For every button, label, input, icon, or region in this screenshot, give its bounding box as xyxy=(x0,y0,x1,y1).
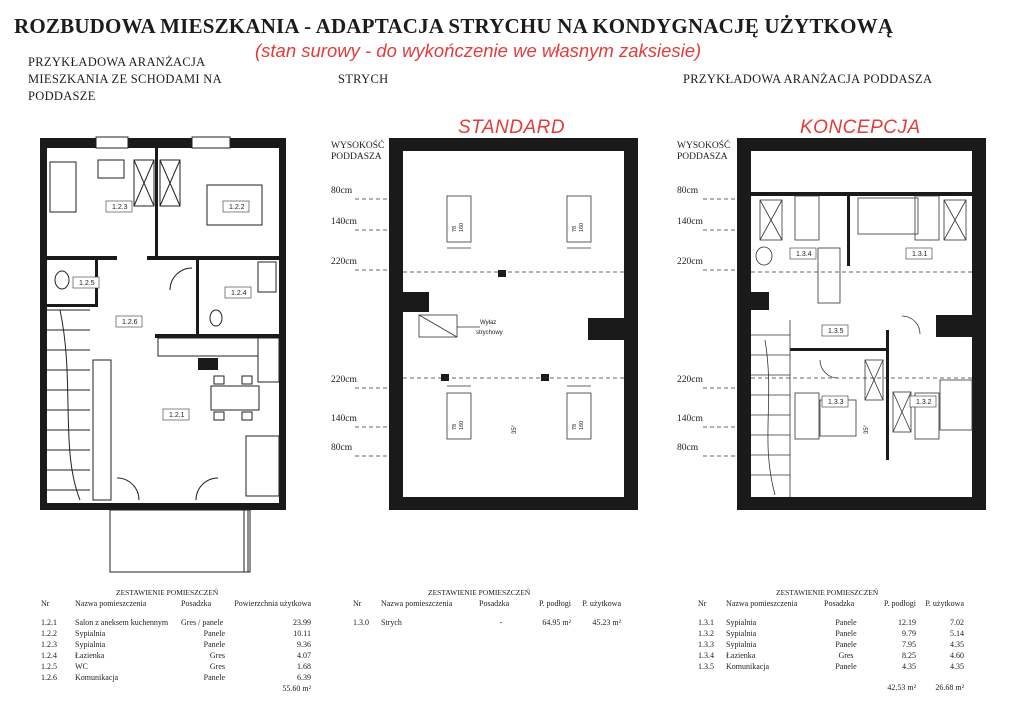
table-cell: 1.2.4 xyxy=(41,651,57,660)
table-right-header: P. użytkowa xyxy=(925,599,964,608)
table-cell: 64.95 m² xyxy=(542,618,571,627)
table-cell: 23.99 xyxy=(293,618,311,627)
table-cell: Panele xyxy=(835,618,857,627)
table-row xyxy=(695,661,967,672)
table-total-row xyxy=(695,682,967,693)
table-right-total-usable: 26.68 m² xyxy=(935,683,964,692)
roof-window-size-3b: 160 xyxy=(459,420,465,430)
table-cell: Gres xyxy=(209,651,225,660)
table-cell: 9.36 xyxy=(297,640,311,649)
table-cell: 4.60 xyxy=(950,651,964,660)
table-row xyxy=(695,650,967,661)
table-right-header: Nazwa pomieszczenia xyxy=(726,599,798,608)
height-title-right-2: PODDASZA xyxy=(677,152,728,162)
table-row xyxy=(38,639,314,650)
room-label-1-2-1: 1.2.1 xyxy=(169,412,185,419)
table-cell: 1.2.1 xyxy=(41,618,57,627)
height-title-right-1: WYSOKOŚĆ xyxy=(677,141,731,151)
room-label-1-3-2: 1.3.2 xyxy=(916,399,932,406)
left-caption-line1: PRZYKŁADOWA ARANŻACJA xyxy=(28,55,206,69)
table-cell: Panele xyxy=(203,673,225,682)
table-cell: 4.35 xyxy=(950,662,964,671)
table-cell: 45.23 m² xyxy=(592,618,621,627)
table-row xyxy=(695,617,967,628)
table-cell: Panele xyxy=(835,640,857,649)
table-middle-title: ZESTAWIENIE POMIESZCZEŃ xyxy=(428,588,531,597)
table-cell: Panele xyxy=(203,629,225,638)
table-cell: - xyxy=(499,618,503,627)
table-left-header: Posadzka xyxy=(181,599,212,608)
table-left-header: Nr xyxy=(41,599,50,608)
table-total-row xyxy=(38,683,314,694)
height-220-bottom-middle: 220cm xyxy=(331,375,357,385)
table-row xyxy=(38,672,314,683)
table-cell: Łazienka xyxy=(726,651,756,660)
table-left-header: Nazwa pomieszczenia xyxy=(75,599,147,608)
table-row xyxy=(38,650,314,661)
table-cell: 5.14 xyxy=(950,629,964,638)
table-cell: 4.35 xyxy=(902,662,916,671)
table-cell: 1.3.0 xyxy=(353,618,369,627)
table-right xyxy=(695,598,967,693)
table-cell: Sypialnia xyxy=(726,629,757,638)
height-140-bottom-right: 140cm xyxy=(677,414,703,424)
roof-window-size-4b: 160 xyxy=(579,420,585,430)
table-middle-header-row xyxy=(350,598,624,609)
table-cell: 1.2.2 xyxy=(41,629,57,638)
table-cell: 4.35 xyxy=(950,640,964,649)
table-cell: Gres / panele xyxy=(181,618,224,627)
roof-window-size-2b: 160 xyxy=(579,222,585,232)
table-cell: Sypialnia xyxy=(75,640,106,649)
table-cell: Sypialnia xyxy=(726,640,757,649)
height-80-bottom-middle: 80cm xyxy=(331,443,353,453)
table-right-header: Nr xyxy=(698,599,707,608)
table-cell: Sypialnia xyxy=(75,629,106,638)
table-left xyxy=(38,598,314,694)
height-220-top-right: 220cm xyxy=(677,257,703,267)
table-cell: Strych xyxy=(381,618,402,627)
table-right-header-row xyxy=(695,598,967,609)
height-140-top-middle: 140cm xyxy=(331,217,357,227)
height-220-top-middle: 220cm xyxy=(331,257,357,267)
table-row xyxy=(38,661,314,672)
table-cell: Sypialnia xyxy=(726,618,757,627)
roof-window-size-3a: 78 xyxy=(452,423,458,430)
table-middle-header: Nazwa pomieszczenia xyxy=(381,599,453,608)
table-cell: Panele xyxy=(203,640,225,649)
table-cell: Komunikacja xyxy=(75,673,119,682)
room-label-1-2-2: 1.2.2 xyxy=(229,204,245,211)
table-row xyxy=(38,617,314,628)
right-floor-plan xyxy=(703,138,986,510)
table-middle-header: Nr xyxy=(353,599,362,608)
left-caption-line3: PODDASZE xyxy=(28,89,96,103)
slope-label-middle: 35° xyxy=(512,424,518,434)
room-label-1-2-3: 1.2.3 xyxy=(112,204,128,211)
table-cell: 1.2.5 xyxy=(41,662,57,671)
table-row xyxy=(695,639,967,650)
table-row xyxy=(695,628,967,639)
room-label-1-3-5: 1.3.5 xyxy=(828,328,844,335)
height-80-top-middle: 80cm xyxy=(331,186,353,196)
table-cell: 1.68 xyxy=(297,662,311,671)
table-cell: 1.2.6 xyxy=(41,673,57,682)
room-label-1-2-4: 1.2.4 xyxy=(231,290,247,297)
table-cell: 1.2.3 xyxy=(41,640,57,649)
table-cell: 1.3.5 xyxy=(698,662,714,671)
table-cell: Łazienka xyxy=(75,651,105,660)
table-cell: 7.02 xyxy=(950,618,964,627)
koncepcja-heading: KONCEPCJA xyxy=(800,117,921,138)
middle-caption: STRYCH xyxy=(338,72,389,86)
table-cell: Gres xyxy=(209,662,225,671)
table-left-title: ZESTAWIENIE POMIESZCZEŃ xyxy=(116,588,219,597)
table-middle xyxy=(350,598,624,628)
height-80-top-right: 80cm xyxy=(677,186,699,196)
height-title-middle-2: PODDASZA xyxy=(331,152,382,162)
room-label-1-3-4: 1.3.4 xyxy=(796,251,812,258)
right-caption: PRZYKŁADOWA ARANŻACJA PODDASZA xyxy=(683,72,933,86)
table-cell: 1.3.4 xyxy=(698,651,714,660)
slope-label-right: 35° xyxy=(864,424,870,434)
table-cell: Panele xyxy=(835,662,857,671)
table-left-header: Powierzchnia użytkowa xyxy=(234,599,311,608)
roof-window-size-1a: 78 xyxy=(452,225,458,232)
table-middle-header: P. podłogi xyxy=(538,599,571,608)
table-cell: 10.11 xyxy=(293,629,311,638)
table-cell: 12.19 xyxy=(898,618,916,627)
height-220-bottom-right: 220cm xyxy=(677,375,703,385)
hatch-label-2: strychowy xyxy=(476,330,503,336)
table-right-total-floor: 42.53 m² xyxy=(887,683,916,692)
page-subtitle: (stan surowy - do wykończenie we własnym zaksiesie) xyxy=(255,40,702,61)
table-cell: Panele xyxy=(835,629,857,638)
page-title: ROZBUDOWA MIESZKANIA - ADAPTACJA STRYCHU NA KONDYGNACJĘ UŻYTKOWĄ xyxy=(14,14,894,38)
table-cell: Salon z aneksem kuchennym xyxy=(75,618,169,627)
roof-window-size-1b: 160 xyxy=(459,222,465,232)
table-cell: 4.07 xyxy=(297,651,311,660)
roof-window-size-4a: 78 xyxy=(572,423,578,430)
left-caption-line2: MIESZKANIA ZE SCHODAMI NA xyxy=(28,72,222,86)
table-cell: 1.3.3 xyxy=(698,640,714,649)
table-cell: 1.3.1 xyxy=(698,618,714,627)
table-cell: 7.95 xyxy=(902,640,916,649)
table-left-total: 55.60 m² xyxy=(282,684,311,693)
roof-window-size-2a: 78 xyxy=(572,225,578,232)
table-cell: 1.3.2 xyxy=(698,629,714,638)
table-right-header: P. podłogi xyxy=(883,599,916,608)
table-right-title: ZESTAWIENIE POMIESZCZEŃ xyxy=(776,588,879,597)
room-label-1-3-1: 1.3.1 xyxy=(912,251,928,258)
table-left-header-row xyxy=(38,598,314,609)
table-middle-header: P. użytkowa xyxy=(582,599,621,608)
room-label-1-2-5: 1.2.5 xyxy=(79,280,95,287)
table-row xyxy=(38,628,314,639)
room-label-1-3-3: 1.3.3 xyxy=(828,399,844,406)
table-row xyxy=(350,617,624,628)
table-cell: Komunikacja xyxy=(726,662,770,671)
table-cell: 9.79 xyxy=(902,629,916,638)
height-140-top-right: 140cm xyxy=(677,217,703,227)
table-cell: 8.25 xyxy=(902,651,916,660)
table-cell: Gres xyxy=(838,651,854,660)
table-cell: WC xyxy=(75,662,88,671)
height-140-bottom-middle: 140cm xyxy=(331,414,357,424)
height-80-bottom-right: 80cm xyxy=(677,443,699,453)
height-title-middle-1: WYSOKOŚĆ xyxy=(331,141,385,151)
middle-floor-plan xyxy=(355,138,638,510)
room-label-1-2-6: 1.2.6 xyxy=(122,319,138,326)
hatch-label-1: Wyłaz xyxy=(480,320,497,326)
table-right-header: Posadzka xyxy=(824,599,855,608)
table-cell: 6.39 xyxy=(297,673,311,682)
standard-heading: STANDARD xyxy=(458,117,566,138)
table-middle-header: Posadzka xyxy=(479,599,510,608)
